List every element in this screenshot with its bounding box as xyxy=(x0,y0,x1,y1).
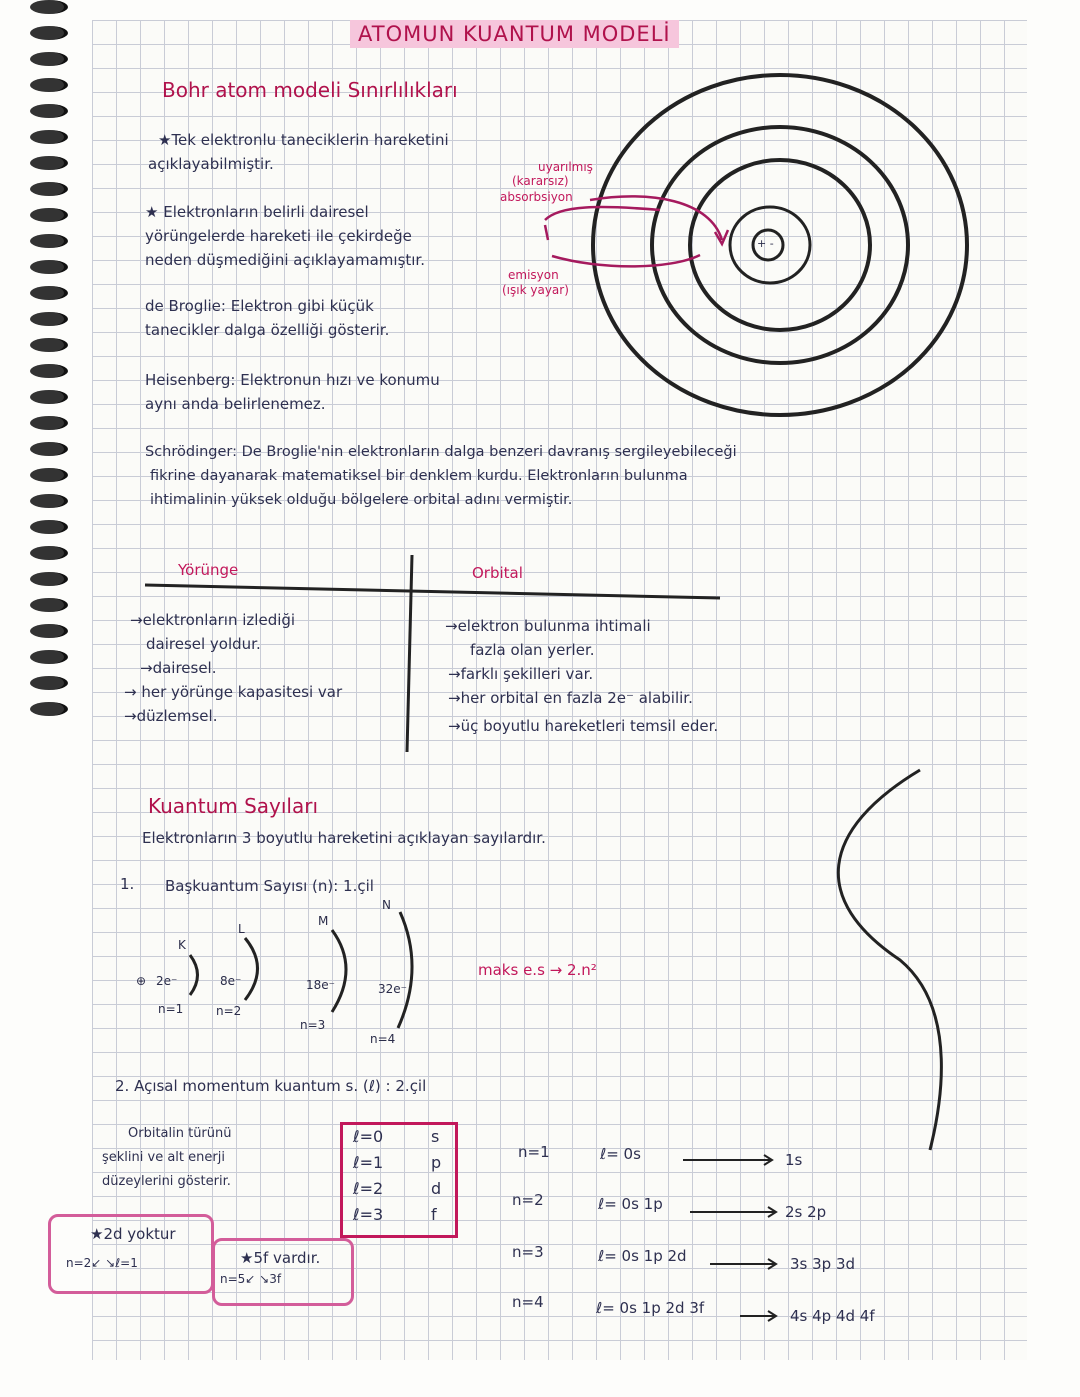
bohr-point2-line3: neden düşmediğini açıklayamamıştır. xyxy=(145,251,425,269)
shell-m-n: n=3 xyxy=(300,1018,326,1032)
orbital-item-1: →elektron bulunma ihtimali xyxy=(445,617,651,635)
orbit-item-4: → her yörünge kapasitesi var xyxy=(124,683,343,701)
heisenberg-line2: aynı anda belirlenemez. xyxy=(145,395,326,413)
note-5f-line2: n=5↙ ↘3f xyxy=(220,1272,282,1286)
shell-k-n: n=1 xyxy=(158,1002,184,1016)
bohr-point1-line2: açıklayabilmiştir. xyxy=(148,155,274,173)
nucleus-charge: + - xyxy=(757,237,774,250)
bohr-point2-line2: yörüngelerde hareketi ile çekirdeğe xyxy=(145,227,412,245)
label-emits-light: (ışık yayar) xyxy=(502,283,569,297)
shell-n-electrons: 32e⁻ xyxy=(378,982,407,996)
l-row-2-sub: d xyxy=(431,1179,442,1198)
row-1-result: 1s xyxy=(785,1151,803,1169)
l-value-table xyxy=(340,1122,458,1238)
l-row-0-sub: s xyxy=(431,1127,440,1146)
row-2-n: n=2 xyxy=(512,1191,544,1209)
row-3-l: ℓ= 0s 1p 2d xyxy=(598,1247,687,1265)
l-row-1-sub: p xyxy=(431,1153,442,1172)
row-2-result: 2s 2p xyxy=(785,1203,827,1221)
q2-desc-2: şeklini ve alt enerji xyxy=(102,1150,225,1165)
q2-title: 2. Açısal momentum kuantum s. (ℓ) : 2.çil xyxy=(115,1077,427,1095)
debroglie-line2: tanecikler dalga özelliği gösterir. xyxy=(145,321,390,339)
q2-desc-1: Orbitalin türünü xyxy=(128,1126,232,1141)
max-electron-rule: maks e.s → 2.n² xyxy=(478,961,597,979)
orbit-item-2: dairesel yoldur. xyxy=(146,635,261,653)
label-absorption: absorbsiyon xyxy=(500,190,573,204)
row-2-l: ℓ= 0s 1p xyxy=(598,1195,663,1213)
shell-m-letter: M xyxy=(318,914,329,928)
debroglie-line1: de Broglie: Elektron gibi küçük xyxy=(145,297,374,315)
l-row-3-sub: f xyxy=(431,1205,437,1224)
bohr-point1-line1: ★Tek elektronlu taneciklerin hareketini xyxy=(158,131,449,149)
l-row-1-value: ℓ=1 xyxy=(353,1153,384,1172)
shell-k-letter: K xyxy=(178,938,186,952)
schrodinger-line2: fikrine dayanarak matematiksel bir denklem kurdu. Elektronların bulunma xyxy=(150,468,688,484)
l-row-2-value: ℓ=2 xyxy=(353,1179,384,1198)
decorative-curve xyxy=(838,770,941,1150)
label-unstable: (kararsız) xyxy=(512,174,569,188)
row-4-n: n=4 xyxy=(512,1293,544,1311)
orbital-item-2: fazla olan yerler. xyxy=(470,641,595,659)
row-4-result: 4s 4p 4d 4f xyxy=(790,1307,875,1325)
orbital-item-4: →her orbital en fazla 2e⁻ alabilir. xyxy=(448,689,693,707)
shell-n-letter: N xyxy=(382,898,391,912)
schrodinger-line3: ihtimalinin yüksek olduğu bölgelere orbital adını vermiştir. xyxy=(150,492,573,508)
row-3-n: n=3 xyxy=(512,1243,544,1261)
page-title: ATOMUN KUANTUM MODELİ xyxy=(350,20,679,48)
label-excited: uyarılmış xyxy=(538,160,593,174)
bohr-heading: Bohr atom modeli Sınırlılıkları xyxy=(162,78,458,102)
label-emission: emisyon xyxy=(508,268,559,282)
heisenberg-line1: Heisenberg: Elektronun hızı ve konumu xyxy=(145,371,440,389)
orbital-column-title: Orbital xyxy=(472,564,523,582)
orbit-2 xyxy=(690,160,870,330)
orbit-column-title: Yörünge xyxy=(178,561,239,579)
l-row-3-value: ℓ=3 xyxy=(353,1205,384,1224)
row-3-result: 3s 3p 3d xyxy=(790,1255,856,1273)
note-5f-line1: ★5f vardır. xyxy=(240,1249,321,1267)
note-2d-line1: ★2d yoktur xyxy=(90,1225,176,1243)
row-1-l: ℓ= 0s xyxy=(600,1145,641,1163)
shell-k-electrons: 2e⁻ xyxy=(156,974,178,988)
note-2d-line2: n=2↙ ↘ℓ=1 xyxy=(66,1256,138,1270)
row-1-n: n=1 xyxy=(518,1143,550,1161)
shell-l-electrons: 8e⁻ xyxy=(220,974,242,988)
q1-title: Başkuantum Sayısı (n): 1.çil xyxy=(165,877,374,895)
orbit-item-5: →düzlemsel. xyxy=(124,707,218,725)
orbit-item-3: →dairesel. xyxy=(140,659,217,677)
quantum-heading: Kuantum Sayıları xyxy=(148,794,319,818)
shell-n-n: n=4 xyxy=(370,1032,396,1046)
orbital-item-3: →farklı şekilleri var. xyxy=(448,665,594,683)
orbit-item-1: →elektronların izlediği xyxy=(130,611,296,629)
schrodinger-line1: Schrödinger: De Broglie'nin elektronların dalga benzeri davranış sergileyebileceği xyxy=(145,444,737,460)
shell-l-n: n=2 xyxy=(216,1004,242,1018)
orbital-item-5: →üç boyutlu hareketleri temsil eder. xyxy=(448,717,719,735)
row-4-l: ℓ= 0s 1p 2d 3f xyxy=(596,1299,705,1317)
q2-desc-3: düzeylerini gösterir. xyxy=(102,1174,231,1189)
l-row-0-value: ℓ=0 xyxy=(353,1127,384,1146)
bohr-point2-line1: ★ Elektronların belirli dairesel xyxy=(145,203,369,221)
nucleus-mark: ⊕ xyxy=(136,974,147,988)
quantum-intro: Elektronların 3 boyutlu hareketini açıklayan sayılardır. xyxy=(142,829,546,847)
q1-number: 1. xyxy=(120,875,135,893)
shell-l-letter: L xyxy=(238,922,245,936)
shell-m-electrons: 18e⁻ xyxy=(306,978,335,992)
